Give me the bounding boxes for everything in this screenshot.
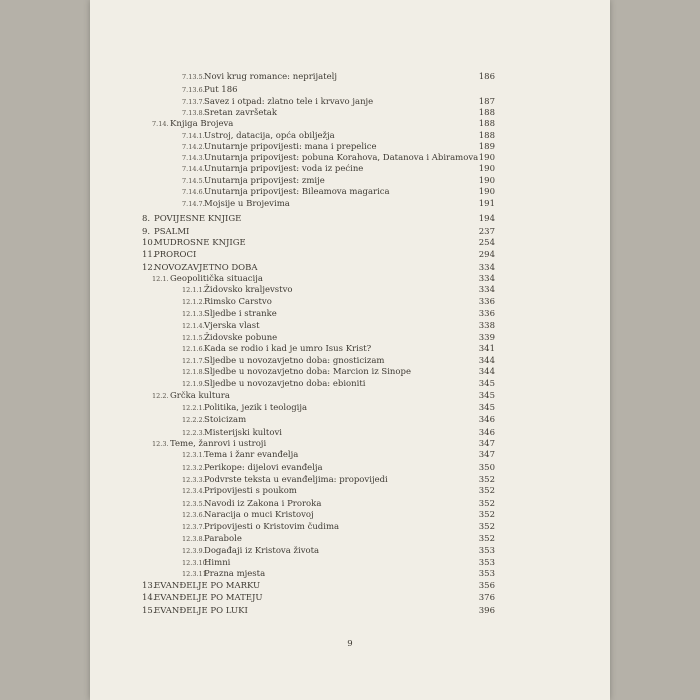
toc-entry-page: 345 xyxy=(478,391,495,401)
toc-entry-page: 347 xyxy=(478,450,495,460)
toc-entry-title: EVANĐELJE PO MATEJU xyxy=(154,593,263,603)
toc-entry-page: 254 xyxy=(478,238,495,248)
toc-entry-number: 7.14.5. xyxy=(182,177,205,185)
toc-entry-title: NOVOZAVJETNO DOBA xyxy=(154,263,258,273)
toc-entry-title: Unutarnja pripovijest: pobuna Korahova, Datanova i Abiramova xyxy=(204,153,479,163)
toc-entry-number: 12.3. xyxy=(152,440,169,448)
page-number: 9 xyxy=(347,639,353,649)
toc-entry-title: Kada se rodio i kad je umro Isus Krist? xyxy=(204,344,372,354)
toc-entry-page: 341 xyxy=(478,344,495,354)
toc-entry-page: 334 xyxy=(478,263,495,273)
toc-entry-page: 194 xyxy=(478,214,495,224)
toc-entry-title: Novi krug romance: neprijatelj xyxy=(204,72,337,82)
toc-entry-title: Put 186 xyxy=(204,85,238,95)
toc-entry-number: 7.14.7. xyxy=(182,200,205,208)
toc-entry-page: 334 xyxy=(478,274,495,284)
toc-entry-title: Misterijski kultovi xyxy=(204,428,282,438)
toc-entry-title: Unutarnja pripovijest: Bileamova magarica xyxy=(204,187,390,197)
toc-entry-title: Grčka kultura xyxy=(170,391,230,401)
toc-entry-title: Sljedbe u novozavjetno doba: Marcion iz Sinope xyxy=(204,367,411,377)
toc-entry-title: Unutarnje pripovijesti: mana i prepelice xyxy=(204,142,377,152)
toc-entry-title: Stoicizam xyxy=(204,415,247,425)
toc-entry-number: 12.3.11. xyxy=(182,570,209,578)
toc-entry xyxy=(90,249,610,262)
toc-entry-number: 12.1.7. xyxy=(182,357,205,365)
toc-entry xyxy=(90,213,610,226)
toc-entry-number: 12.3.3. xyxy=(182,476,205,484)
toc-entry-number: 9. xyxy=(142,227,151,237)
toc-entry-title: Politika, jezik i teologija xyxy=(204,403,308,413)
toc-entry-number: 12.3.7. xyxy=(182,523,205,531)
toc-entry-number: 12.2. xyxy=(152,392,169,400)
toc-entry-number: 12.1.6. xyxy=(182,345,205,353)
toc-entry-title: Pripovijesti s poukom xyxy=(204,486,297,496)
toc-entry-title: Ustroj, datacija, opća obilježja xyxy=(204,131,335,141)
toc-entry-title: Unutarnja pripovijest: zmije xyxy=(204,176,325,186)
toc-entry-title: EVANĐELJE PO LUKI xyxy=(154,606,248,616)
toc-entry-title: Savez i otpad: zlatno tele i krvavo janje xyxy=(204,97,374,107)
toc-entry-title: Rimsko Carstvo xyxy=(204,297,272,307)
toc-entry-number: 12.2.1. xyxy=(182,404,205,412)
toc-entry-title: Sretan završetak xyxy=(204,108,278,118)
toc-entry-title: Podvrste teksta u evanđeljima: propovijedi xyxy=(204,475,388,485)
toc-entry-page: 190 xyxy=(478,187,495,197)
toc-entry-number: 13. xyxy=(142,581,156,591)
toc-entry-number: 7.14.1. xyxy=(182,132,205,140)
toc-entry-title: Teme, žanrovi i ustroji xyxy=(170,439,267,449)
toc-entry-page: 352 xyxy=(478,475,495,485)
toc-entry-title: Sljedbe i stranke xyxy=(204,309,277,319)
toc-entry-page: 345 xyxy=(478,403,495,413)
toc-entry-title: Židovsko kraljevstvo xyxy=(204,285,293,295)
toc-entry-number: 12.1.3. xyxy=(182,310,205,318)
toc-entry-number: 12.3.1. xyxy=(182,451,205,459)
toc-entry xyxy=(90,605,610,618)
toc-entry-number: 12.3.4. xyxy=(182,487,205,495)
toc-entry-number: 12.3.6. xyxy=(182,511,205,519)
toc-entry-title: MUDROSNE KNJIGE xyxy=(154,238,246,248)
toc-entry-number: 7.13.5. xyxy=(182,73,205,81)
toc-entry-page: 350 xyxy=(478,463,495,473)
toc-entry-number: 11. xyxy=(142,250,156,260)
toc-entry-page: 294 xyxy=(478,250,495,260)
toc-entry-page: 190 xyxy=(478,164,495,174)
toc-entry-page: 186 xyxy=(478,72,495,82)
toc-entry-page: 356 xyxy=(478,581,495,591)
toc-entry-number: 12.1.2. xyxy=(182,298,205,306)
toc-entry-page: 188 xyxy=(478,131,495,141)
toc-entry-number: 12.1.9. xyxy=(182,380,205,388)
toc-entry-page: 396 xyxy=(478,606,495,616)
toc-entry xyxy=(90,485,610,498)
toc-entry-page: 353 xyxy=(478,546,495,556)
toc-entry-title: Perikope: dijelovi evanđelja xyxy=(204,463,323,473)
toc-entry-number: 12.3.10. xyxy=(182,559,209,567)
toc-entry xyxy=(90,449,610,462)
toc-entry-page: 352 xyxy=(478,499,495,509)
toc-entry-number: 12.2.2. xyxy=(182,416,205,424)
toc-entry-page: 188 xyxy=(478,119,495,129)
toc-entry-title: Događaji iz Kristova života xyxy=(204,546,320,556)
toc-entry-page: 345 xyxy=(478,379,495,389)
toc-entry-title: POVIJESNE KNJIGE xyxy=(154,214,242,224)
toc-entry-page: 189 xyxy=(478,142,495,152)
toc-entry-number: 12.1.4. xyxy=(182,322,205,330)
toc-entry xyxy=(90,592,610,605)
toc-entry-number: 7.14.6. xyxy=(182,188,205,196)
toc-entry-title: Prazna mjesta xyxy=(204,569,266,579)
toc-entry-title: Knjiga Brojeva xyxy=(170,119,234,129)
toc-entry-number: 12.2.3. xyxy=(182,429,205,437)
toc-entry-title: PSALMI xyxy=(154,227,190,237)
toc-entry-number: 7.14.2. xyxy=(182,143,205,151)
toc-entry-title: Navodi iz Zakona i Proroka xyxy=(204,499,322,509)
toc-entry-number: 12.3.8. xyxy=(182,535,205,543)
toc-entry-number: 7.13.8. xyxy=(182,109,205,117)
toc-entry-number: 12.1.1. xyxy=(182,286,205,294)
book-page xyxy=(90,0,610,700)
toc-entry-page: 376 xyxy=(478,593,495,603)
toc-entry-title: Sljedbe u novozavjetno doba: ebioniti xyxy=(204,379,366,389)
toc-entry xyxy=(90,414,610,427)
toc-entry-number: 7.13.6. xyxy=(182,86,205,94)
toc-entry-page: 346 xyxy=(478,428,495,438)
toc-entry xyxy=(90,71,610,84)
toc-entry-page: 352 xyxy=(478,510,495,520)
toc-entry-number: 7.13.7. xyxy=(182,98,205,106)
toc-entry-page: 353 xyxy=(478,558,495,568)
toc-entry-title: Tema i žanr evanđelja xyxy=(204,450,299,460)
toc-entry-page: 334 xyxy=(478,285,495,295)
toc-entry-title: Naracija o muci Kristovoj xyxy=(204,510,314,520)
toc-entry-title: Geopolitička situacija xyxy=(170,274,263,284)
toc-entry-page: 237 xyxy=(478,227,495,237)
toc-entry-number: 12.1.5. xyxy=(182,334,205,342)
toc-entry-number: 12.1. xyxy=(152,275,169,283)
toc-entry-page: 353 xyxy=(478,569,495,579)
toc-entry-number: 7.14. xyxy=(152,120,169,128)
toc-entry-title: Mojsije u Brojevima xyxy=(204,199,290,209)
toc-entry-page: 352 xyxy=(478,534,495,544)
toc-entry-page: 187 xyxy=(478,97,495,107)
toc-entry-title: Unutarnja pripovijest: voda iz pećine xyxy=(204,164,364,174)
toc-entry-number: 12.3.9. xyxy=(182,547,205,555)
toc-entry-page: 336 xyxy=(478,309,495,319)
toc-entry-page: 191 xyxy=(478,199,495,209)
table-of-contents xyxy=(90,0,610,700)
toc-entry-number: 12.3.2. xyxy=(182,464,205,472)
toc-entry-page: 338 xyxy=(478,321,495,331)
toc-entry-number: 12.1.8. xyxy=(182,368,205,376)
toc-entry-title: Židovske pobune xyxy=(204,333,278,343)
toc-entry-number: 14. xyxy=(142,593,156,603)
toc-entry-title: Sljedbe u novozavjetno doba: gnosticizam xyxy=(204,356,385,366)
toc-entry-title: Pripovijesti o Kristovim čudima xyxy=(204,522,340,532)
toc-entry-number: 12.3.5. xyxy=(182,500,205,508)
toc-entry-page: 339 xyxy=(478,333,495,343)
toc-entry-page: 352 xyxy=(478,486,495,496)
toc-entry-page: 190 xyxy=(478,153,495,163)
toc-entry-number: 15. xyxy=(142,606,156,616)
toc-entry-page: 336 xyxy=(478,297,495,307)
toc-entry-title: Himni xyxy=(204,558,231,568)
toc-entry-page: 347 xyxy=(478,439,495,449)
toc-entry-title: Vjerska vlast xyxy=(204,321,260,331)
toc-entry-number: 8. xyxy=(142,214,151,224)
toc-entry-number: 7.14.3. xyxy=(182,154,205,162)
toc-entry-number: 7.14.4. xyxy=(182,165,205,173)
toc-entry-number: 12. xyxy=(142,263,156,273)
toc-entry-page: 188 xyxy=(478,108,495,118)
toc-entry-number: 10. xyxy=(142,238,156,248)
toc-entry-page: 344 xyxy=(478,356,495,366)
toc-entry-page: 190 xyxy=(478,176,495,186)
toc-entry-page: 344 xyxy=(478,367,495,377)
toc-entry-page: 346 xyxy=(478,415,495,425)
toc-entry-title: Parabole xyxy=(204,534,242,544)
toc-entry-title: PROROCI xyxy=(154,250,197,260)
toc-entry-title: EVANĐELJE PO MARKU xyxy=(154,581,261,591)
toc-entry-page: 352 xyxy=(478,522,495,532)
toc-entry xyxy=(90,198,610,211)
